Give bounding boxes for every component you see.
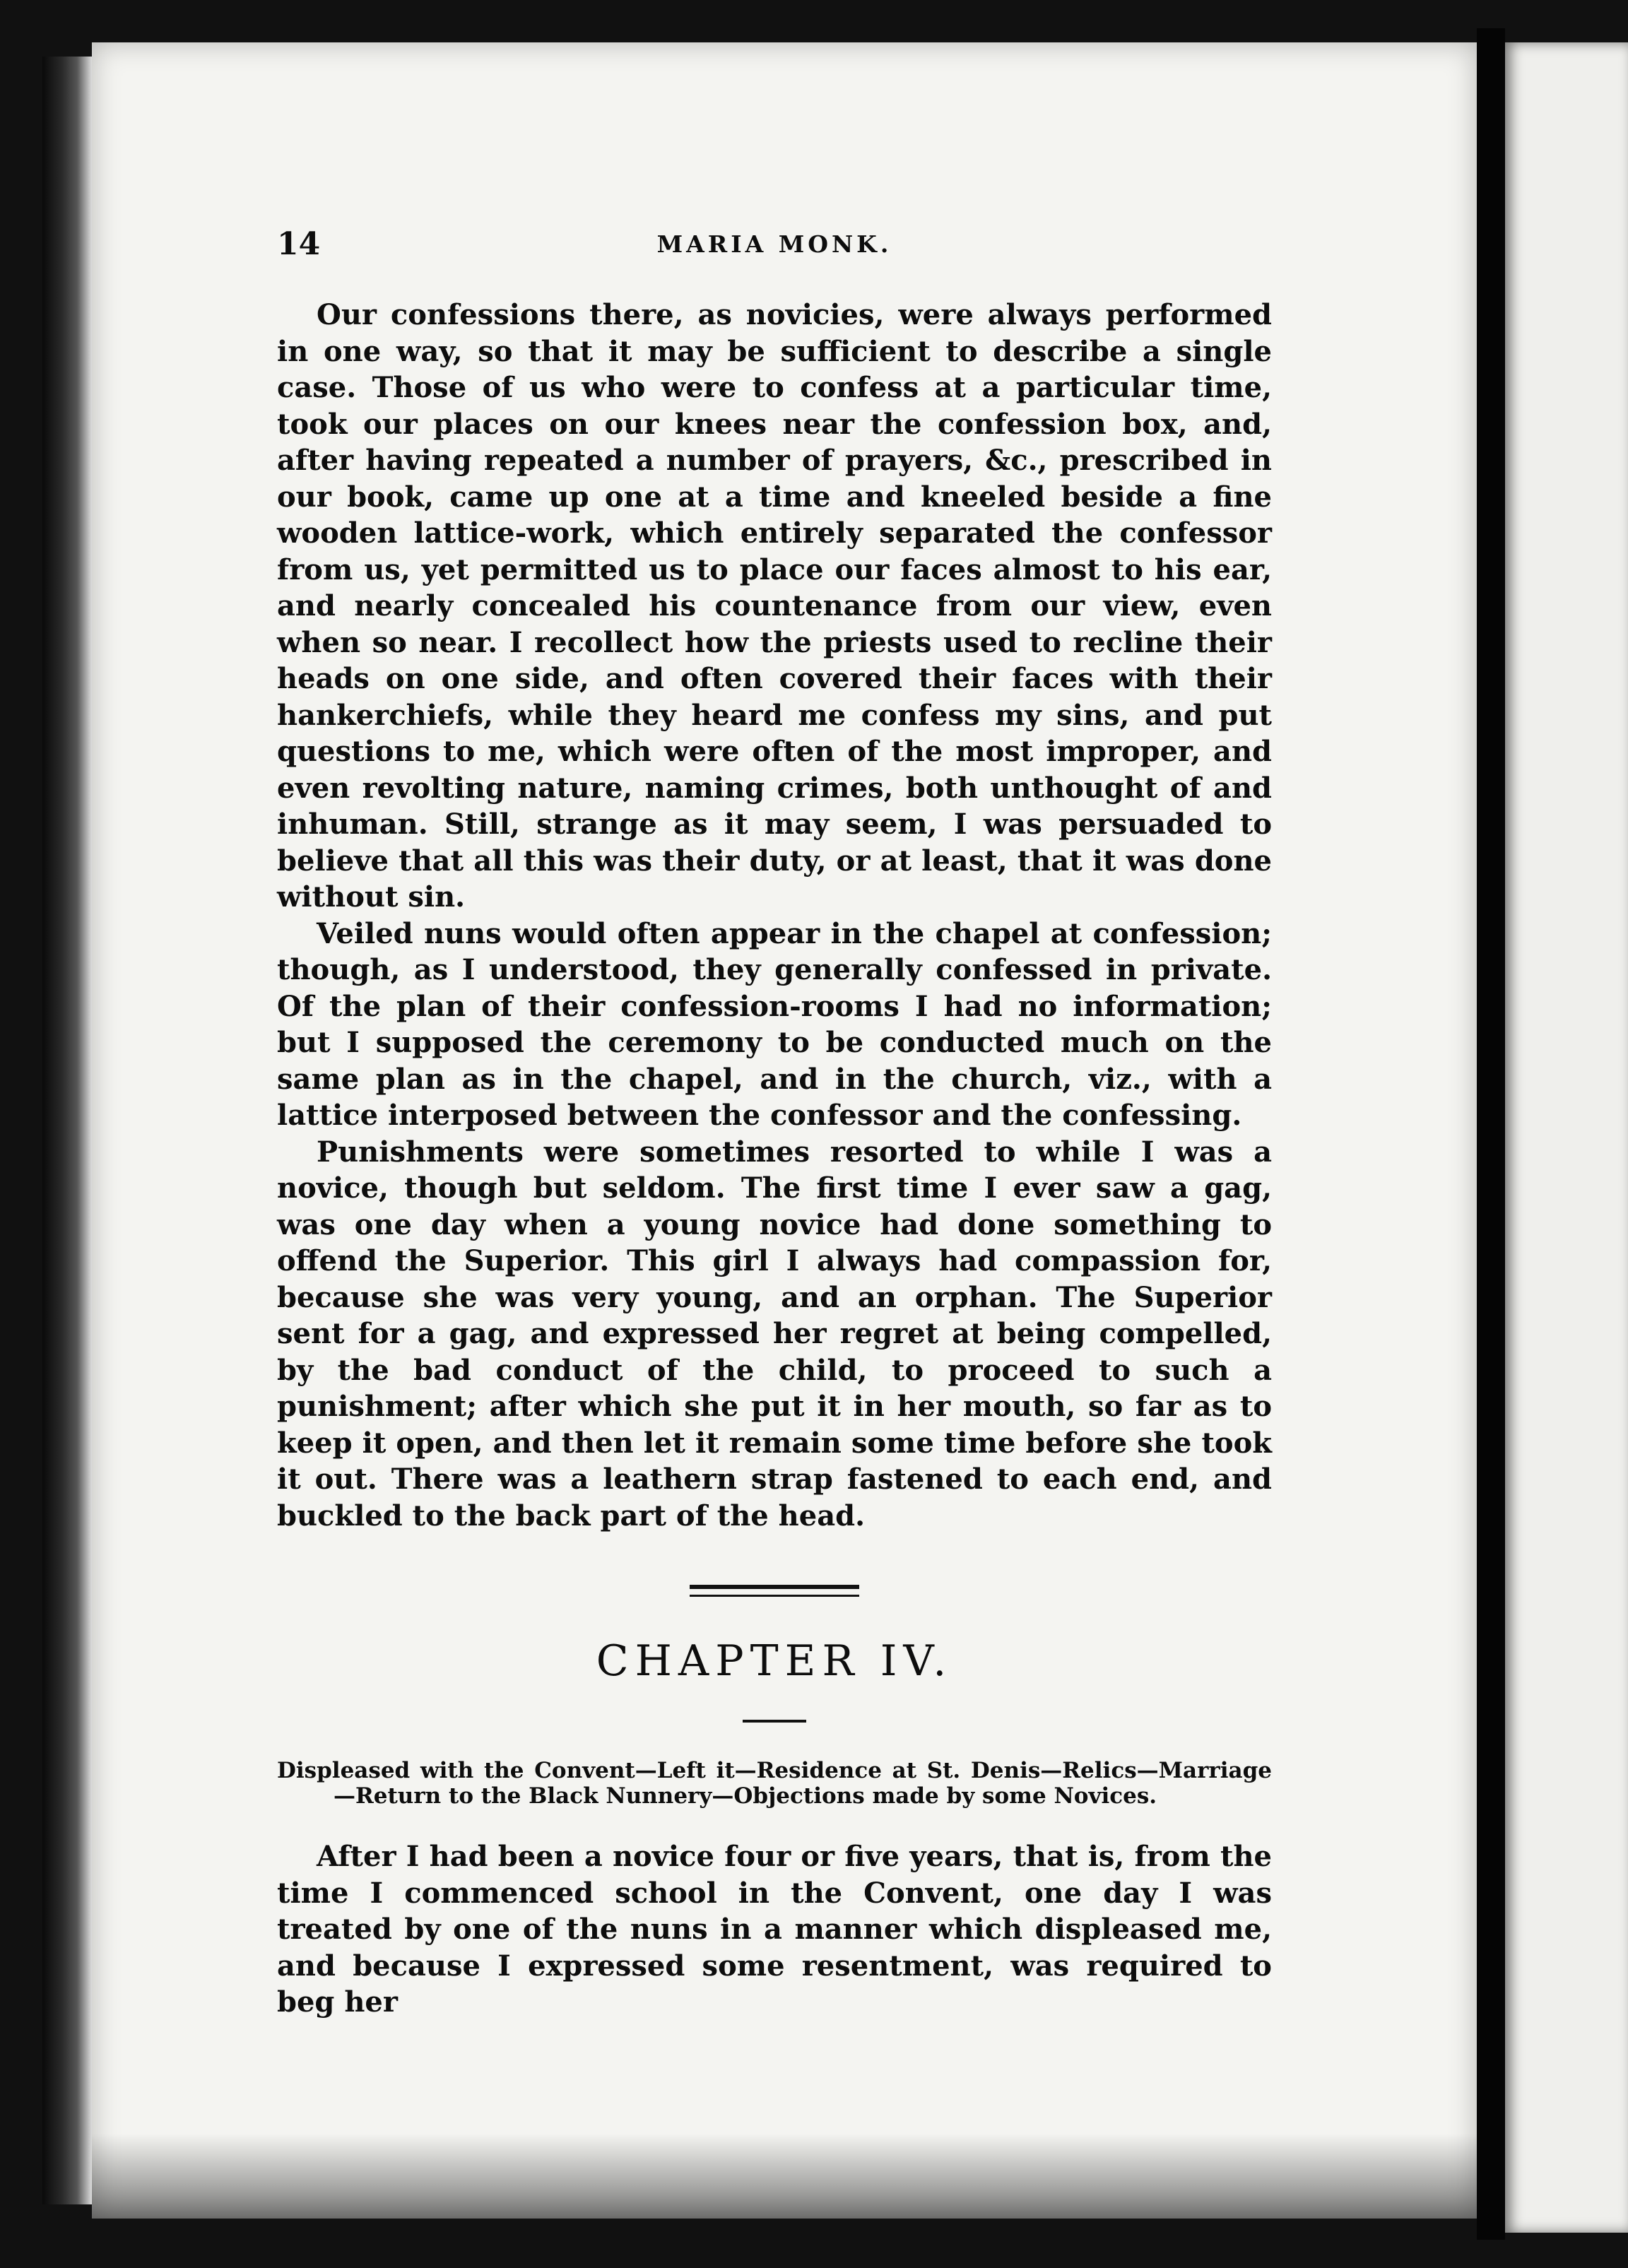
chapter-divider-rule [743, 1720, 806, 1723]
chapter-heading: CHAPTER IV. [596, 1636, 953, 1686]
running-title: MARIA MONK. [656, 230, 892, 258]
chapter-synopsis: Displeased with the Convent—Left it—Residence at St. Denis—Relics—Marriage—Return to the Black Nunnery—Objections made by some Novices. [277, 1758, 1272, 1809]
body-paragraph-punishments: Punishments were sometimes resorted to while I was a novice, though but seldom. The first time I ever saw a gag, was one day when a young novice had done something to offend the Superior. This girl I always had compassion for, because she was very young, and an orphan. The Superior sent for a gag, and expressed her regret at being compelled, by the bad conduct of the child, to proceed to such a punishment; after which she put it in her mouth, so far as to keep it open, and then let it remain some time before she took it out. There was a leathern strap fastened to each end, and buckled to the back part of the head. [277, 1135, 1272, 1532]
book-spine-edge [42, 57, 92, 2204]
facing-page-edge [1505, 42, 1628, 2233]
page-bottom-shadow [92, 2134, 1477, 2219]
running-head [277, 226, 1272, 268]
text-block [277, 226, 1272, 2021]
page-gutter [1477, 28, 1505, 2240]
body-paragraph-veiled-nuns: Veiled nuns would often appear in the chapel at confession; though, as I understood, they generally confessed in private. Of the plan of their confession-rooms I had no information; but I supposed the ceremony to be conducted much on the same plan as in the chapel, and in the church, viz., with a lattice interposed between the confessor and the confessing. [277, 916, 1272, 1132]
page-number: 14 [277, 226, 321, 262]
chapter-opening-paragraph: After I had been a novice four or five years, that is, from the time I commenced school in the Convent, one day I was treated by one of the nuns in a manner which displeased me, and because I expressed some resentment, was required to beg her [277, 1840, 1272, 2019]
section-divider-double-rule [690, 1585, 859, 1597]
body-paragraph-confessions: Our confessions there, as novicies, were always performed in one way, so that it may be sufficient to describe a single case. Those of us who were to confess at a particular time, took our places on our knees near the confession box, and, after having repeated a number of prayers, &c., prescribed in our book, came up one at a time and kneeled beside a fine wooden lattice-work, which entirely separated the confessor from us, yet permitted us to place our faces almost to his ear, and nearly concealed his countenance from our view, even when so near. I recollect how the priests used to recline their heads on one side, and often covered their faces with their hankerchiefs, while they heard me confess my sins, and put questions to me, which were often of the most improper, and even revolting nature, naming crimes, both unthought of and inhuman. Still, strange as it may seem, I was persuaded to believe that all this was their duty, or at least, that it was done without sin. [277, 298, 1272, 914]
